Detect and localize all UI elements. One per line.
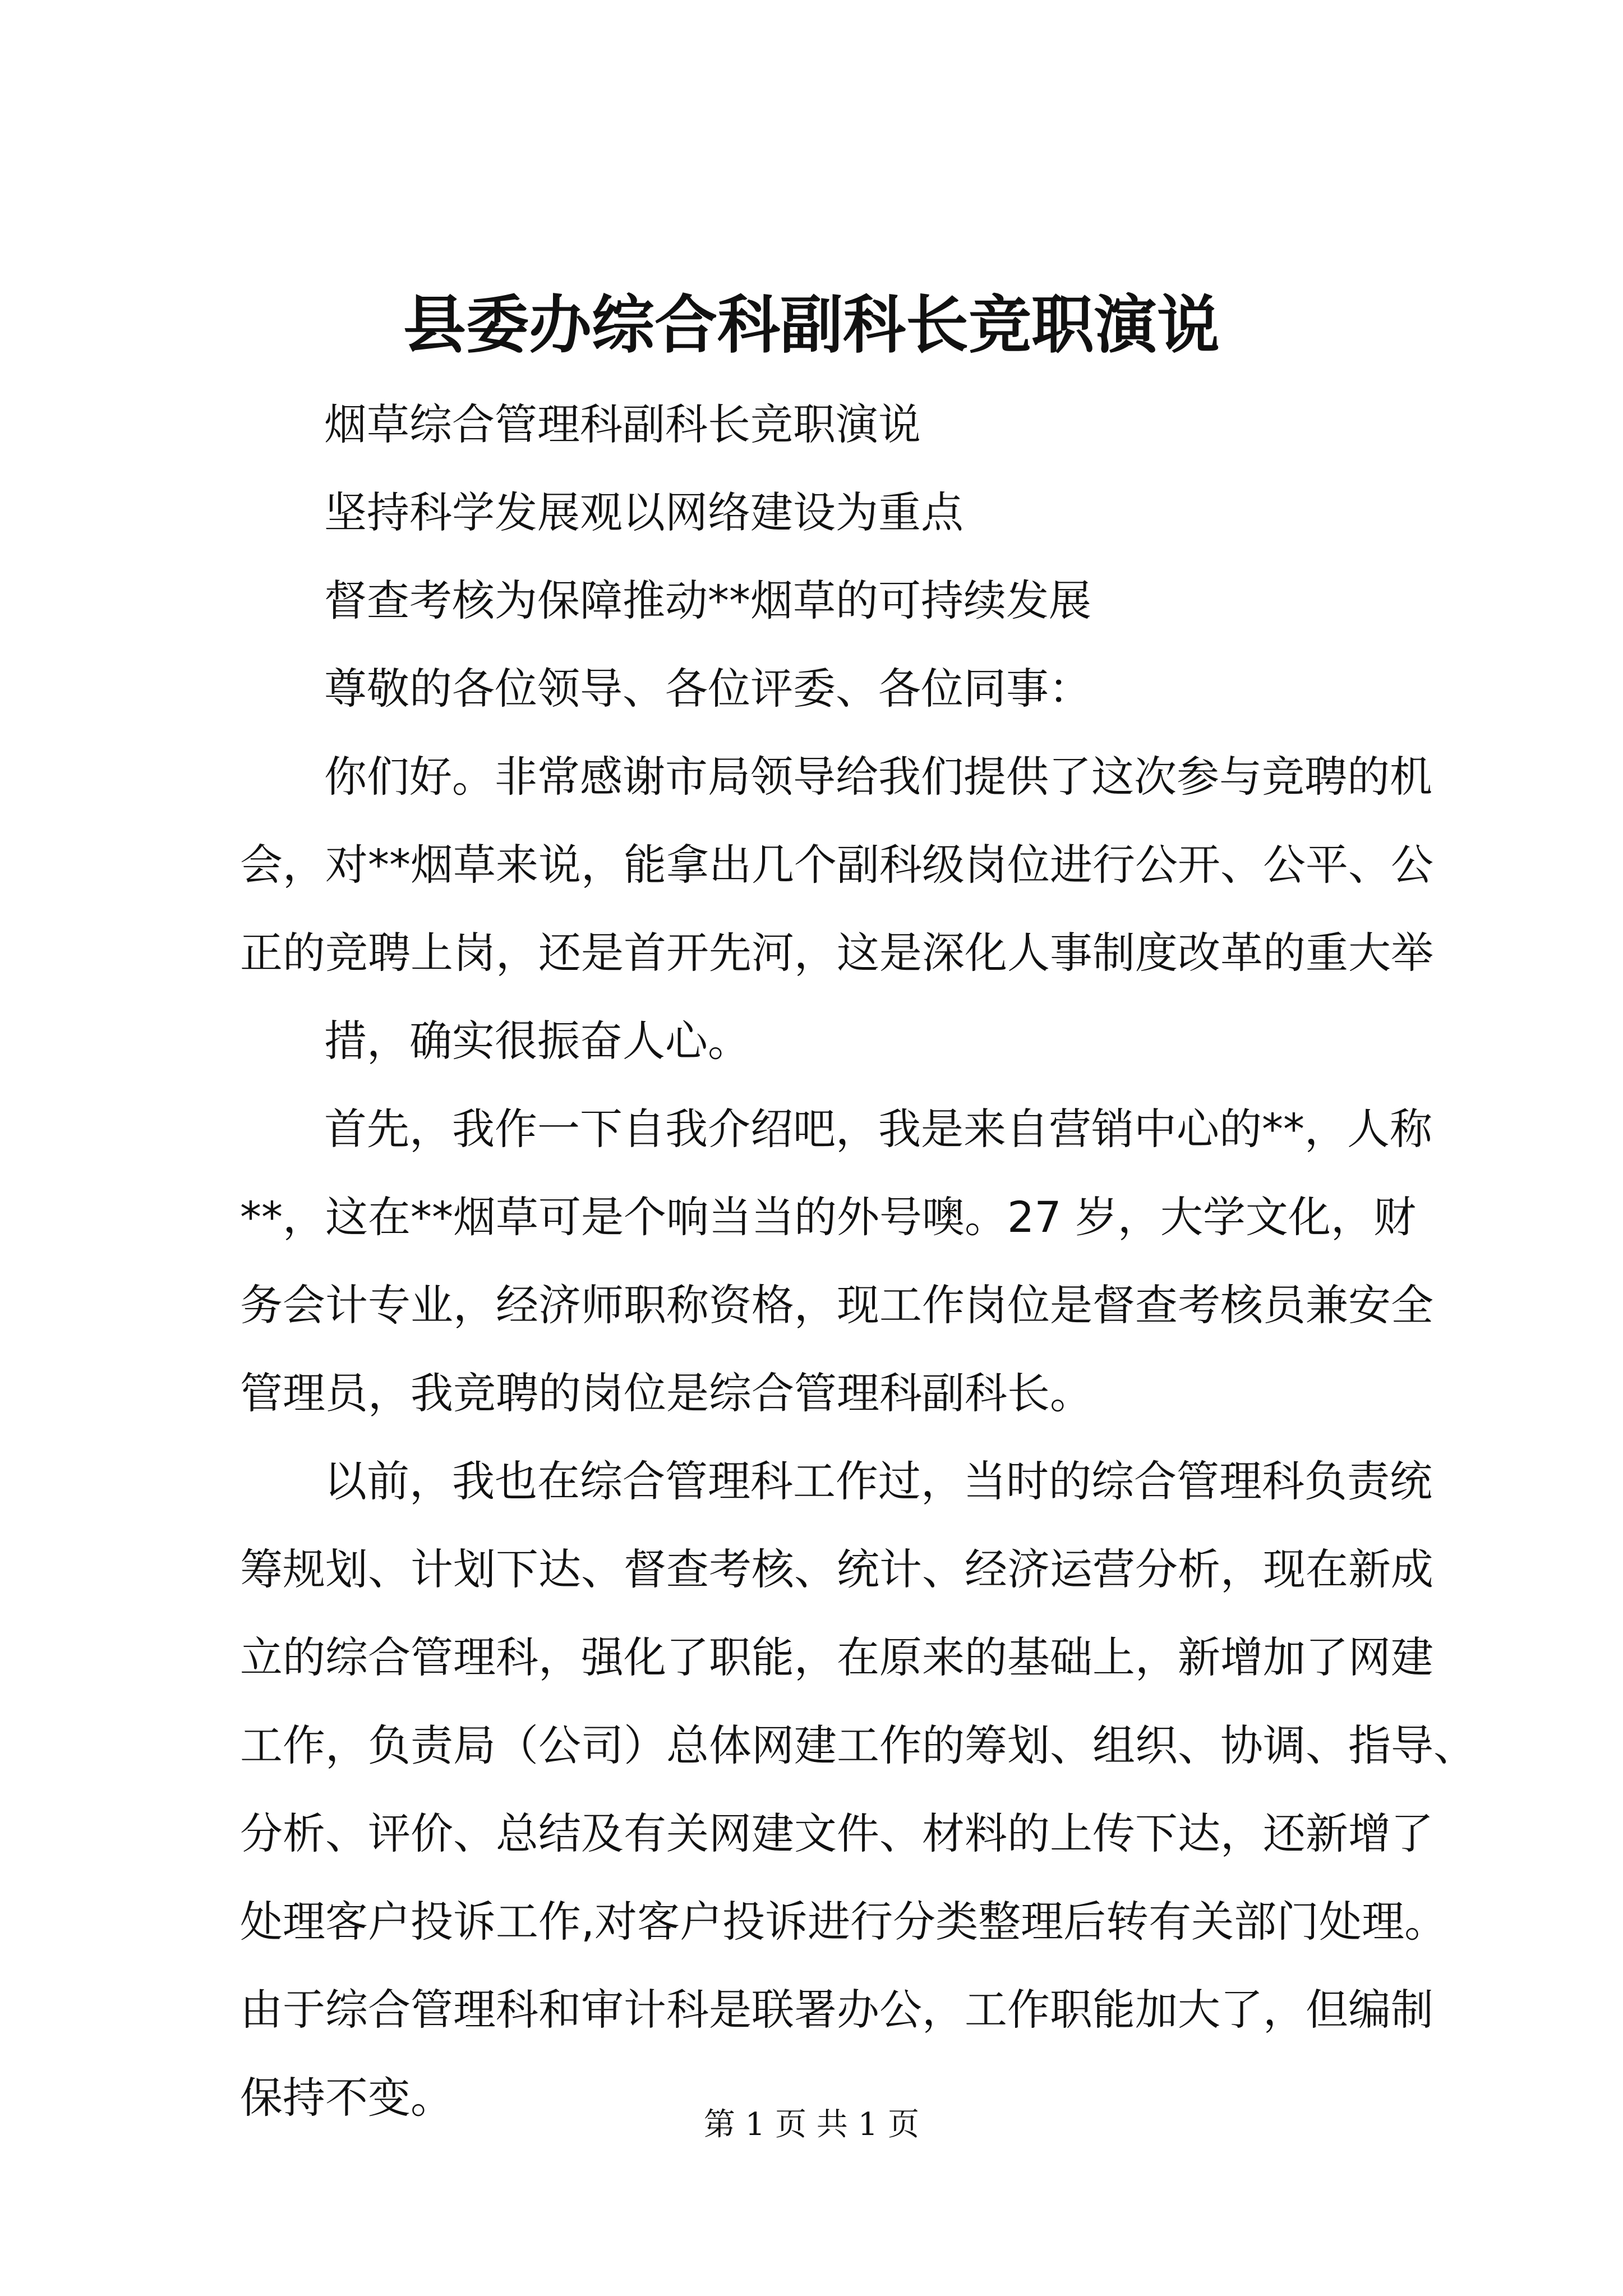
- paragraph-2-line-3: 务会计专业，经济师职称资格，现工作岗位是督查考核员兼安全: [240, 1280, 1433, 1330]
- document-title: 县委办综合科副科长竞职演说: [403, 288, 1220, 362]
- paragraph-1-line-2: 会，对**烟草来说，能拿出几个副科级岗位进行公开、公平、公: [240, 840, 1433, 890]
- paragraph-3-line-5: 分析、评价、总结及有关网建文件、材料的上传下达，还新增了: [240, 1809, 1433, 1858]
- paragraph-3-line-1: 以前，我也在综合管理科工作过，当时的综合管理科负责统: [324, 1456, 1432, 1506]
- document-body: [240, 380, 1476, 2142]
- paragraph-1-line-3: 正的竞聘上岗，还是首开先河，这是深化人事制度改革的重大举: [240, 928, 1433, 978]
- paragraph-2-line-4: 管理员，我竞聘的岗位是综合管理科副科长。: [240, 1368, 1092, 1418]
- subtitle-line-1: 烟草综合管理科副科长竞职演说: [324, 399, 921, 449]
- paragraph-1-line-1: 你们好。非常感谢市局领导给我们提供了这次参与竞聘的机: [324, 752, 1432, 802]
- paragraph-3-line-6: 处理客户投诉工作,对客户投诉进行分类整理后转有关部门处理。: [240, 1897, 1447, 1947]
- subtitle-line-3: 督查考核为保障推动**烟草的可持续发展: [324, 576, 1091, 625]
- subtitle-line-2: 坚持科学发展观以网络建设为重点: [324, 487, 963, 537]
- salutation: 尊敬的各位领导、各位评委、各位同事：: [324, 664, 1091, 714]
- paragraph-3-line-8: 保持不变。: [240, 2073, 453, 2123]
- paragraph-2-line-2: **，这在**烟草可是个响当当的外号噢。27 岁，大学文化，财: [240, 1192, 1416, 1242]
- paragraph-3-line-3: 立的综合管理科，强化了职能，在原来的基础上，新增加了网建: [240, 1632, 1433, 1682]
- page-footer: 第 1 页 共 1 页: [703, 2106, 920, 2143]
- paragraph-3-line-2: 筹规划、计划下达、督查考核、统计、经济运营分析，现在新成: [240, 1544, 1433, 1594]
- paragraph-2-line-1: 首先，我作一下自我介绍吧，我是来自营销中心的**，人称: [324, 1104, 1432, 1154]
- paragraph-3-line-7: 由于综合管理科和审计科是联署办公，工作职能加大了，但编制: [240, 1985, 1433, 2035]
- paragraph-3-line-4: 工作，负责局（公司）总体网建工作的筹划、组织、协调、指导、: [240, 1720, 1476, 1770]
- paragraph-1-line-4: 措，确实很振奋人心。: [324, 1016, 750, 1066]
